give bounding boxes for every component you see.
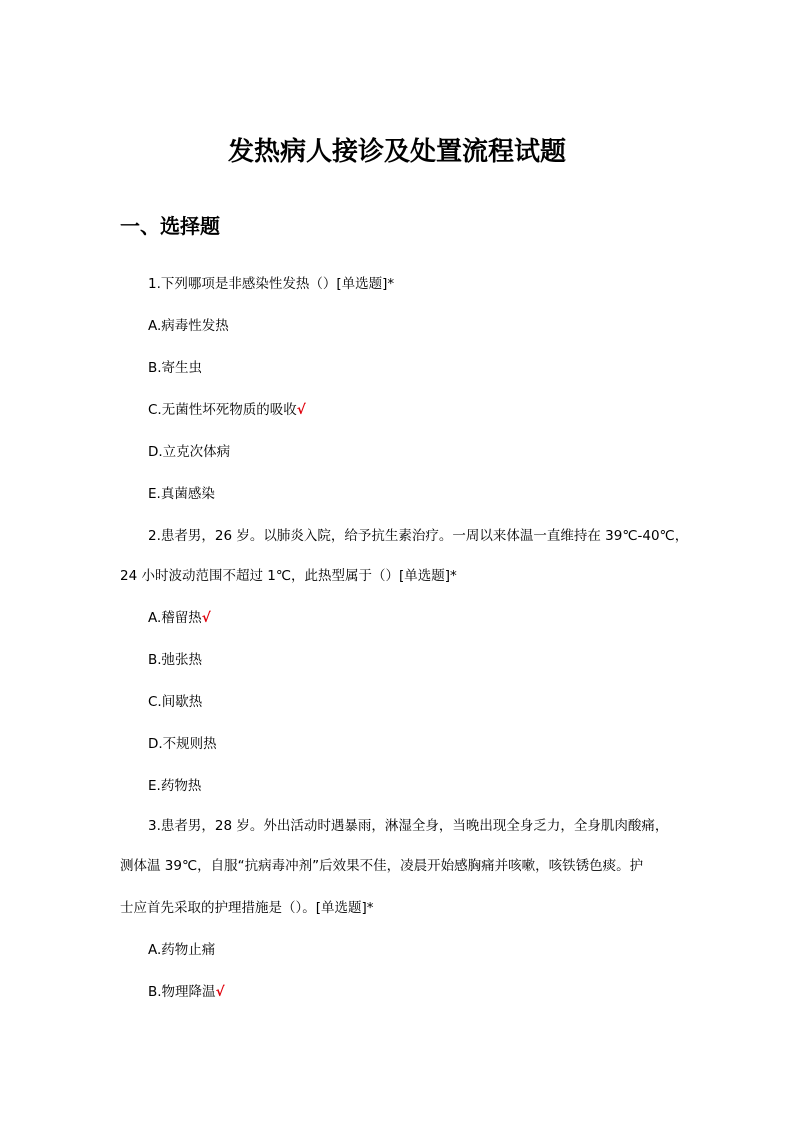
question-1-option-a: A.病毒性发热 — [148, 318, 229, 334]
question-2-text-line-1: 2.患者男，26 岁。以肺炎入院，给予抗生素治疗。一周以来体温一直维持在 39℃-40℃， — [148, 528, 689, 544]
question-3-text-line-3: 士应首先采取的护理措施是（）。[单选题]* — [120, 900, 374, 916]
question-3-text-line-2: 测体温 39℃，自服“抗病毒冲剂”后效果不佳，凌晨开始感胸痛并咳嗽，咳铁锈色痰。护 — [120, 858, 644, 874]
question-2-option-e: E.药物热 — [148, 778, 202, 794]
question-1-text: 1.下列哪项是非感染性发热（）[单选题]* — [148, 276, 395, 292]
question-1-option-e: E.真菌感染 — [148, 486, 215, 502]
question-1-option-b: B.寄生虫 — [148, 360, 203, 376]
correct-check-mark: √ — [215, 984, 225, 1000]
question-2-option-c: C.间歇热 — [148, 694, 203, 710]
correct-check-mark: √ — [296, 402, 306, 418]
section-heading: 一、选择题 — [120, 214, 220, 238]
question-3-text-line-1: 3.患者男，28 岁。外出活动时遇暴雨，淋湿全身，当晚出现全身乏力，全身肌肉酸痛， — [148, 818, 669, 834]
question-3-option-a: A.药物止痛 — [148, 942, 216, 958]
correct-check-mark: √ — [201, 610, 211, 626]
question-3-option-b — [148, 982, 225, 1002]
question-2-text-line-2: 24 小时波动范围不超过 1℃，此热型属于（）[单选题]* — [120, 568, 457, 584]
question-1-option-d: D.立克次体病 — [148, 444, 231, 460]
question-1-option-c — [148, 400, 306, 420]
document-title: 发热病人接诊及处置流程试题 — [227, 137, 566, 167]
option-text: C.无菌性坏死物质的吸收 — [148, 402, 297, 418]
question-2-option-d: D.不规则热 — [148, 736, 217, 752]
option-text: B.物理降温 — [148, 984, 216, 1000]
question-2-option-a — [148, 608, 211, 628]
option-text: A.稽留热 — [148, 610, 202, 626]
question-2-option-b: B.弛张热 — [148, 652, 203, 668]
